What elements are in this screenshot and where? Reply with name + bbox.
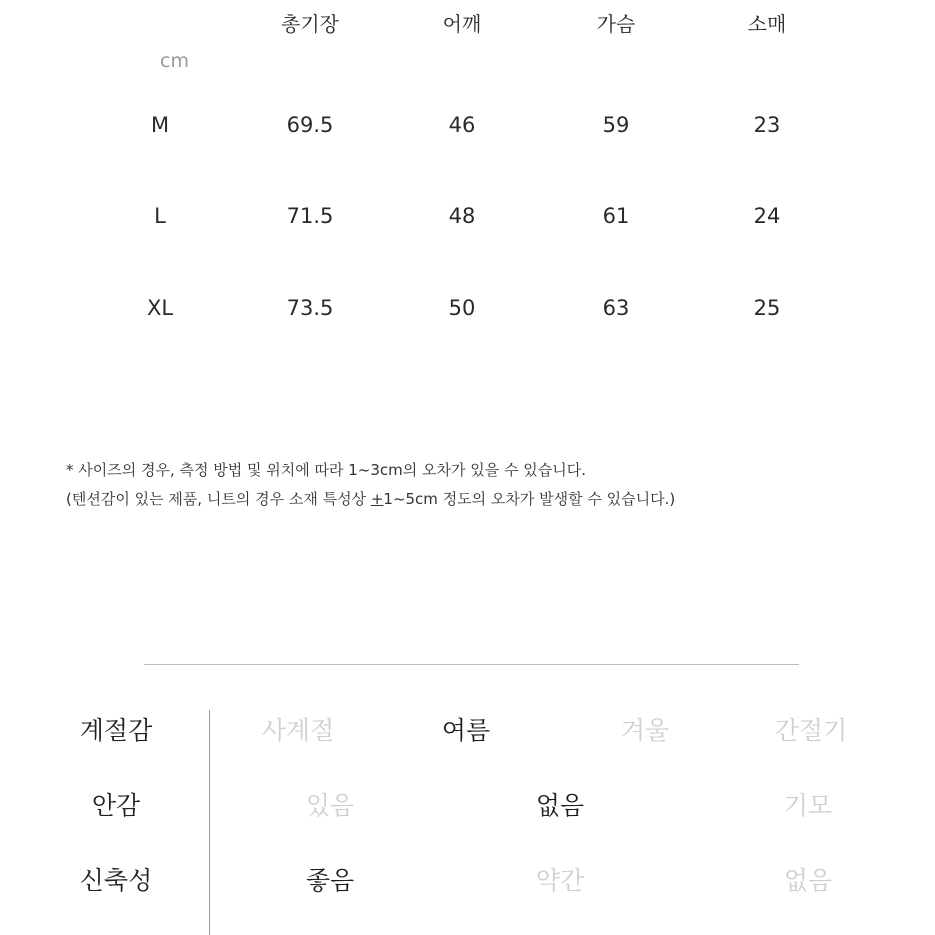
attribute-label-season: 계절감 [79, 716, 153, 745]
option-winter: 겨울 [620, 716, 670, 745]
table-cell: 73.5 [286, 296, 334, 320]
table-cell: 24 [753, 204, 781, 228]
size-note-2 [66, 488, 675, 509]
table-cell: 59 [602, 113, 630, 137]
size-note-1: * 사이즈의 경우, 측정 방법 및 위치에 따라 1~3cm의 오차가 있을 수 있습니다. [66, 461, 586, 479]
option-stretch-good: 좋음 [305, 866, 355, 895]
table-cell: 25 [753, 296, 781, 320]
attribute-label-lining: 안감 [91, 791, 141, 820]
option-summer: 여름 [441, 716, 491, 745]
table-cell: 23 [753, 113, 781, 137]
attribute-label-stretch: 신축성 [79, 866, 153, 895]
size-label: XL [146, 296, 174, 320]
table-cell: 71.5 [286, 204, 334, 228]
option-all-season: 사계절 [261, 716, 335, 745]
table-cell: 46 [448, 113, 476, 137]
table-cell: 69.5 [286, 113, 334, 137]
unit-label: cm [160, 50, 189, 72]
column-header-shoulder: 어깨 [442, 12, 482, 36]
table-cell: 50 [448, 296, 476, 320]
table-cell: 63 [602, 296, 630, 320]
vertical-divider [209, 710, 210, 935]
size-note-2-start: (텐션감이 있는 제품, 니트의 경우 소재 특성상 [66, 490, 371, 508]
column-header-chest: 가슴 [596, 12, 636, 36]
section-divider [144, 664, 799, 665]
size-label: L [154, 204, 166, 228]
option-stretch-slight: 약간 [535, 866, 585, 895]
size-label: M [150, 113, 170, 137]
option-lining-yes: 있음 [305, 791, 355, 820]
plus-minus-symbol: + [370, 490, 384, 508]
option-transitional: 간절기 [774, 716, 848, 745]
option-stretch-none: 없음 [783, 866, 833, 895]
column-header-sleeve: 소매 [747, 12, 787, 36]
option-lining-fleece: 기모 [783, 791, 833, 820]
size-note-2-end: 1~5cm 정도의 오차가 발생할 수 있습니다.) [383, 490, 676, 508]
table-cell: 61 [602, 204, 630, 228]
table-cell: 48 [448, 204, 476, 228]
option-lining-no: 없음 [535, 791, 585, 820]
column-header-length: 총기장 [281, 12, 339, 36]
